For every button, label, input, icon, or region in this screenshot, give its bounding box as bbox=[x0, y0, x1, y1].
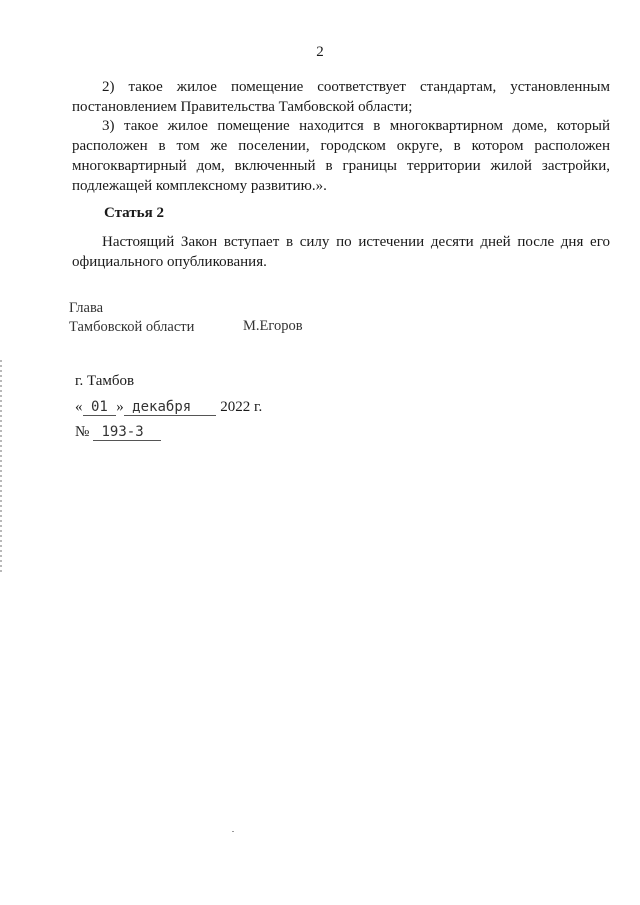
law-number-prefix: № bbox=[75, 424, 90, 440]
paragraph-item-3 bbox=[72, 116, 610, 196]
date-day: 01 bbox=[83, 399, 117, 416]
article-heading: Статья 2 bbox=[104, 205, 164, 221]
paragraph-article-2 bbox=[72, 232, 610, 272]
signer-title bbox=[69, 299, 194, 337]
paragraph-article-2-text: Настоящий Закон вступает в силу по истечении десяти дней после дня его официального опубликования. bbox=[72, 234, 610, 270]
page-number: 2 bbox=[316, 44, 324, 60]
scan-edge-mark bbox=[0, 360, 2, 575]
signer-name: М.Егоров bbox=[243, 318, 303, 334]
paragraph-item-2-text: 2) такое жилое помещение соответствует стандартам, установленным постановлением Правительства Тамбовской области; bbox=[72, 79, 610, 115]
date-month: декабря bbox=[124, 399, 217, 416]
place-of-signing: г. Тамбов bbox=[75, 373, 135, 389]
date-close-quote: » bbox=[116, 399, 124, 415]
paragraph-item-2 bbox=[72, 77, 610, 117]
date-year: 2022 г. bbox=[220, 399, 263, 415]
scan-speck bbox=[232, 831, 234, 832]
signing-date bbox=[75, 399, 262, 416]
date-open-quote: « bbox=[75, 399, 83, 415]
paragraph-item-3-text: 3) такое жилое помещение находится в многоквартирном доме, который расположен в том же поселении, городском округе, в котором расположен многоквартирный дом, включенный в границы территории жилой застройки, подлежащей комплексному развитию.». bbox=[72, 118, 610, 194]
signer-title-line1: Глава bbox=[69, 300, 104, 316]
law-number bbox=[75, 424, 161, 441]
law-number-value: 193-З bbox=[93, 424, 160, 441]
signer-title-line2: Тамбовской области bbox=[69, 319, 195, 335]
